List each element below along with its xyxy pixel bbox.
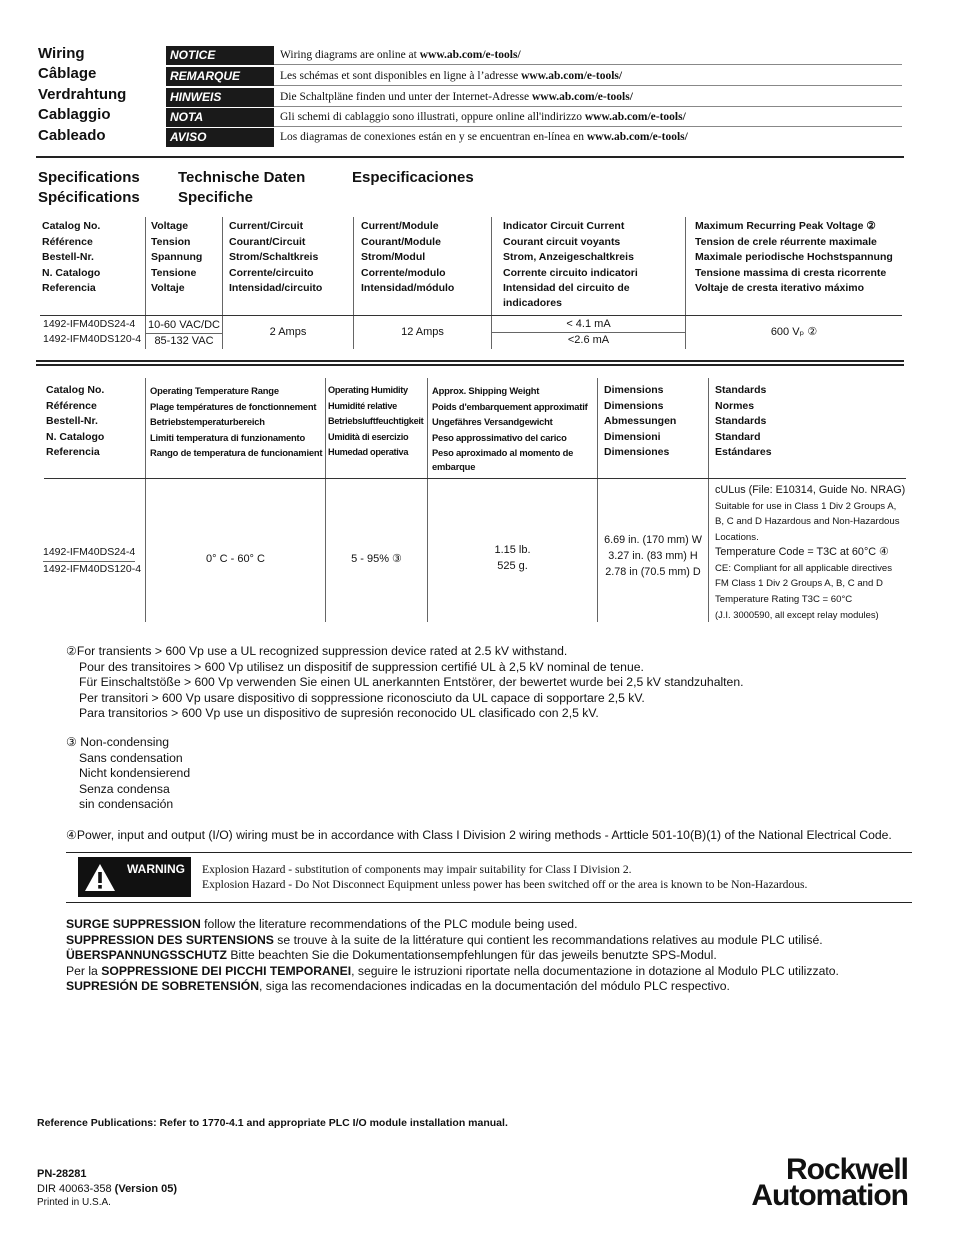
notice-text: [280, 67, 622, 86]
header-line: indicadores: [503, 296, 562, 309]
spec-heading: Specifications: [38, 169, 140, 186]
standard-line: FM Class 1 Div 2 Groups A, B, C and D: [715, 578, 883, 589]
notice-label: AVISO: [166, 128, 274, 147]
header-line: Corrente/modulo: [361, 266, 446, 279]
notice-link[interactable]: www.ab.com/e-tools/: [521, 70, 623, 82]
surge-post: Bitte beachten Sie die Dokumentationsempfehlungen für das jeweils benutzte SPS-Modul.: [226, 948, 717, 962]
catalog-number: 1492-IFM40DS120-4: [43, 562, 142, 575]
header-line: Voltaje de cresta iterativo máximo: [695, 282, 865, 294]
reference-publications: Reference Publications: Refer to 1770-4.1 and appropriate PLC I/O module installation manual.: [37, 1117, 508, 1129]
t1-current-module: 12 Amps: [401, 326, 444, 338]
notice-body: Wiring diagrams are online at: [280, 49, 420, 61]
header-line: Betriebstemperaturbereich: [150, 416, 265, 427]
wiring-titles: [38, 44, 126, 146]
notice-label: NOTA: [166, 108, 274, 127]
surge-line: [66, 964, 839, 980]
dimension-value: 3.27 in. (83 mm) H: [608, 550, 698, 562]
header-line: Normes: [715, 399, 755, 412]
voltage-value: 85-132 VAC: [146, 333, 222, 349]
catalog-number: 1492-IFM40DS24-4: [43, 318, 136, 330]
document-info: [37, 1167, 177, 1211]
section-divider: [36, 156, 904, 158]
header-line: Ungefähres Versandgewicht: [432, 416, 553, 427]
surge-line: [66, 979, 839, 995]
spec-heading-col2: [178, 168, 305, 208]
header-line: Poids d'embarquement approximatif: [432, 400, 588, 412]
t2-header-weight: [432, 383, 588, 473]
spec-heading: Specifiche: [178, 189, 254, 206]
remarque-row: [166, 67, 902, 86]
header-line: Referencia: [42, 282, 96, 294]
weight-value: 1.15 lb.: [494, 544, 531, 556]
spec-heading: Technische Daten: [178, 169, 306, 186]
t2-header-humidity: [328, 383, 423, 461]
header-line: Maximale periodische Hochstspannung: [695, 251, 893, 263]
t1-header-voltage: [151, 219, 202, 297]
header-line: Référence: [46, 399, 97, 412]
divider: [274, 126, 902, 127]
notice-label: HINWEIS: [166, 88, 274, 107]
wiring-title: Cableado: [38, 126, 106, 144]
standard-line: cULus (File: E10314, Guide No. NRAG): [715, 484, 906, 496]
surge-bold: ÜBERSPANNUNGSSCHUTZ: [66, 948, 227, 962]
section-divider: [36, 364, 904, 366]
t1-header-catalog: [42, 219, 100, 297]
aviso-row: [166, 128, 902, 147]
t2-standards: [715, 483, 905, 623]
standard-line: Temperature Rating T3C = 60°C: [715, 593, 853, 605]
surge-post: , siga las recomendaciones indicadas en la documentación del módulo PLC respectivo.: [259, 979, 730, 993]
header-line: Courant/Module: [361, 235, 441, 248]
header-line: Approx. Shipping Weight: [432, 385, 540, 396]
table-header-rule: [40, 315, 902, 316]
header-line: Intensidad/circuito: [229, 282, 323, 294]
table-divider: [325, 378, 326, 622]
note-line: Per transitori > 600 Vp usare dispositivo di soppressione riconosciuto da UL capace di sopportare 2,5 kV.: [79, 690, 645, 705]
header-line: Corrente circuito indicatori: [503, 266, 638, 279]
warning-bottom-rule: [66, 902, 912, 903]
t2-header-dimensions: [604, 383, 676, 461]
dimension-value: 6.69 in. (170 mm) W: [604, 534, 702, 546]
header-line: Tensione: [151, 266, 197, 279]
surge-post: follow the literature recommendations of the PLC module being used.: [200, 917, 578, 931]
standard-line: (J.I. 3000590, all except relay modules): [715, 609, 879, 620]
t1-header-peak: [695, 219, 893, 297]
table-header-rule: [44, 478, 906, 479]
header-line: Strom/Modul: [361, 251, 426, 263]
notice-label: REMARQUE: [166, 67, 274, 86]
header-line: Catalog No.: [42, 220, 101, 232]
spec-heading-col1: [38, 168, 140, 208]
notice-text: [280, 108, 686, 127]
notice-link[interactable]: www.ab.com/e-tools/: [419, 49, 521, 61]
warning-label: WARNING: [127, 862, 185, 876]
t1-header-current-circuit: [229, 219, 322, 297]
notice-text: [280, 128, 688, 147]
header-line: Bestell-Nr.: [46, 415, 98, 427]
section-divider: [36, 360, 904, 362]
t1-header-current-module: [361, 219, 454, 297]
header-line: Intensidad/módulo: [361, 282, 455, 294]
surge-bold: SOPPRESSIONE DEI PICCHI TEMPORANEI: [101, 963, 352, 978]
header-line: Rango de temperatura de funcionamient: [150, 447, 323, 458]
indicator-value: <2.6 mA: [492, 332, 685, 348]
header-line: Standard: [715, 430, 761, 443]
surge-pre: Per la: [66, 963, 102, 978]
spec-heading: Spécifications: [38, 189, 140, 206]
notice-label: NOTICE: [166, 46, 274, 65]
t2-temp: 0° C - 60° C: [206, 553, 265, 565]
header-line: Voltaje: [151, 282, 185, 294]
table-divider: [708, 378, 709, 622]
t1-voltage: [146, 318, 222, 349]
logo-line: Automation: [751, 1179, 908, 1212]
t1-current-circuit: 2 Amps: [269, 326, 307, 338]
surge-post: , seguire le istruzioni riportate nella documentazione in dotazione al Modulo PLC utilizzato.: [351, 963, 839, 978]
note-line: sin condensación: [79, 797, 174, 811]
header-line: N. Catalogo: [42, 266, 101, 279]
catalog-number: 1492-IFM40DS120-4: [43, 333, 142, 345]
notice-body: Gli schemi di cablaggio sono illustrati, oppure online all'indirizzo: [280, 111, 585, 123]
standard-line: Temperature Code = T3C at 60°C ④: [715, 546, 889, 558]
header-line: Tension de crele réurrente maximale: [695, 235, 877, 248]
header-line: Catalog No.: [46, 384, 105, 396]
header-line: N. Catalogo: [46, 430, 105, 443]
warning-triangle-icon: [84, 863, 116, 892]
divider: [274, 106, 902, 107]
header-line: Tensione massima di cresta ricorrente: [695, 266, 887, 279]
rockwell-automation-logo: [751, 1153, 908, 1212]
divider: [274, 85, 902, 86]
indicator-value: < 4.1 mA: [566, 318, 611, 330]
surge-suppression: [66, 917, 839, 995]
note-line: Pour des transitoires > 600 Vp utilisez un dispositif de suppression certifié UL à 2,5 kV nominal de tenue.: [79, 659, 644, 674]
header-line: Current/Circuit: [229, 220, 304, 232]
notice-body: Los diagramas de conexiones están en y se encuentran en-línea en: [280, 131, 587, 143]
header-line: Limiti temperatura di funzionamento: [150, 431, 305, 443]
printed-in: Printed in U.S.A.: [37, 1197, 111, 1208]
header-line: Dimensions: [604, 384, 664, 396]
header-line: Dimensiones: [604, 446, 670, 458]
catalog-number: 1492-IFM40DS24-4: [43, 545, 135, 562]
t2-header-catalog: [46, 383, 104, 461]
header-line: Operating Temperature Range: [150, 385, 279, 396]
surge-line: [66, 948, 839, 964]
header-line: Indicator Circuit Current: [503, 220, 625, 232]
notice-text: [280, 88, 633, 107]
header-line: Dimensioni: [604, 430, 661, 443]
wiring-title: Verdrahtung: [38, 85, 127, 103]
divider: [274, 64, 902, 65]
note-line: Sans condensation: [79, 750, 183, 765]
wiring-title: Wiring: [38, 45, 85, 62]
notice-row: [166, 46, 902, 65]
note-line: Für Einschaltstöße > 600 Vp verwenden Sie einen UL anerkannten Entstörer, der bewertet wurde bei 2,5 kV standzuhalten.: [79, 675, 744, 689]
note-line: Para transitorios > 600 Vp use un dispositivo de supresión reconocido UL clasificado con 2,5 kV.: [79, 706, 599, 720]
t2-header-temp: [150, 383, 322, 461]
surge-line: [66, 933, 839, 949]
wiring-title: Cablaggio: [38, 106, 111, 124]
dir-number: DIR 40063-358: [37, 1182, 115, 1195]
warning-text: [202, 862, 807, 892]
header-line: Voltage: [151, 220, 189, 232]
header-line: Intensidad del circuito de: [503, 282, 630, 294]
note-line: Nicht kondensierend: [79, 766, 191, 780]
surge-bold: SURGE SUPPRESSION: [66, 917, 201, 931]
header-line: Current/Module: [361, 220, 439, 232]
header-line: Humidité relative: [328, 400, 397, 411]
header-line: Corrente/circuito: [229, 266, 314, 279]
note-transients: [66, 644, 744, 722]
wiring-title: Câblage: [38, 65, 97, 83]
notice-text: [280, 46, 521, 65]
surge-post: se trouve à la suite de la littérature qui contient les recommandations relatives au module PLC utilisé.: [273, 932, 823, 947]
header-line: Spannung: [151, 251, 203, 263]
header-line: Strom/Schaltkreis: [229, 251, 319, 263]
hinweis-row: [166, 88, 902, 107]
table-divider: [427, 378, 428, 622]
note-line: ③ Non-condensing: [66, 735, 170, 749]
header-line: Betriebsluftfeuchtigkeit: [328, 416, 424, 426]
standard-line: B, C and D Hazardous and Non-Hazardous: [715, 516, 900, 527]
dir-line: [37, 1182, 177, 1197]
surge-line: [66, 917, 839, 933]
notice-body: Die Schaltpläne finden und unter der Internet-Adresse: [280, 91, 532, 103]
standard-line: Locations.: [715, 531, 759, 543]
notice-link[interactable]: www.ab.com/e-tools/: [531, 91, 633, 103]
nota-row: [166, 108, 902, 127]
header-line: Bestell-Nr.: [42, 251, 94, 263]
spec-heading-col3: [352, 168, 474, 188]
header-line: Standards: [715, 415, 767, 427]
t2-weight: [428, 543, 597, 574]
t2-header-standards: [715, 383, 772, 461]
header-line: Operating Humidity: [328, 385, 408, 395]
version: (Version 05): [114, 1182, 178, 1195]
standard-line: Suitable for use in Class 1 Div 2 Groups A,: [715, 500, 897, 512]
t2-humidity: 5 - 95% ③: [351, 553, 402, 565]
standard-line: CE: Compliant for all applicable directives: [715, 562, 893, 574]
header-line: Tension: [151, 235, 191, 248]
notice-body: Les schémas et sont disponibles en ligne à l’adresse: [280, 70, 522, 82]
t1-catalog: [43, 317, 141, 347]
voltage-value: 10-60 VAC/DC: [148, 319, 220, 331]
warning-line: Explosion Hazard - Do Not Disconnect Equipment unless power has been switched off or the area is known to be Non-Hazardous.: [202, 878, 808, 891]
part-number: PN-28281: [37, 1168, 87, 1180]
header-line: Humedad operativa: [328, 447, 409, 457]
header-line: Courant circuit voyants: [503, 235, 621, 248]
header-line: Peso aproximado al momento de: [432, 447, 574, 458]
spec-heading: Especificaciones: [352, 169, 474, 186]
dimension-value: 2.78 in (70.5 mm) D: [605, 566, 701, 578]
header-line: Plage températures de fonctionnement: [150, 400, 317, 412]
notice-link[interactable]: www.ab.com/e-tools/: [586, 131, 688, 143]
header-line: Courant/Circuit: [229, 235, 306, 248]
surge-bold: SUPRESIÓN DE SOBRETENSIÓN: [66, 979, 260, 993]
header-line: Estándares: [715, 446, 772, 458]
t1-indicator: [492, 317, 685, 348]
header-line: embarque: [432, 460, 476, 472]
header-line: Maximum Recurring Peak Voltage ②: [695, 220, 876, 232]
table-divider: [145, 378, 146, 622]
note-noncondensing: [66, 735, 190, 813]
header-line: Umidità di esercizio: [328, 431, 409, 442]
note-line: Senza condensa: [79, 781, 170, 796]
surge-bold: SUPPRESSION DES SURTENSIONS: [66, 932, 274, 947]
warning-top-rule: [66, 852, 912, 853]
header-line: Standards: [715, 384, 767, 396]
t1-header-indicator: [503, 219, 638, 309]
note-line: ②For transients > 600 Vp use a UL recognized suppression device rated at 2.5 kV withstand.: [66, 644, 568, 658]
header-line: Referencia: [46, 446, 100, 458]
header-line: Strom, Anzeigeschaltkreis: [503, 251, 634, 263]
weight-value: 525 g.: [497, 559, 528, 572]
notice-link[interactable]: www.ab.com/e-tools/: [584, 111, 686, 123]
note-wiring: ④Power, input and output (I/O) wiring must be in accordance with Class I Division 2 wiring methods - Artticle 501-10(B)(1) of the National Electrical Code.: [66, 828, 892, 842]
header-line: Référence: [42, 235, 93, 248]
header-line: Abmessungen: [604, 415, 677, 427]
t2-catalog: [43, 545, 141, 577]
logo-line: Rockwell: [785, 1153, 908, 1186]
t1-peak-voltage: 600 Vₚ ②: [770, 326, 818, 338]
header-line: Peso approssimativo del carico: [432, 431, 567, 443]
table-divider: [597, 378, 598, 622]
warning-line: Explosion Hazard - substitution of components may impair suitability for Class I Division 2.: [202, 863, 632, 876]
header-line: Dimensions: [604, 399, 664, 412]
t2-dimensions: [598, 532, 708, 580]
